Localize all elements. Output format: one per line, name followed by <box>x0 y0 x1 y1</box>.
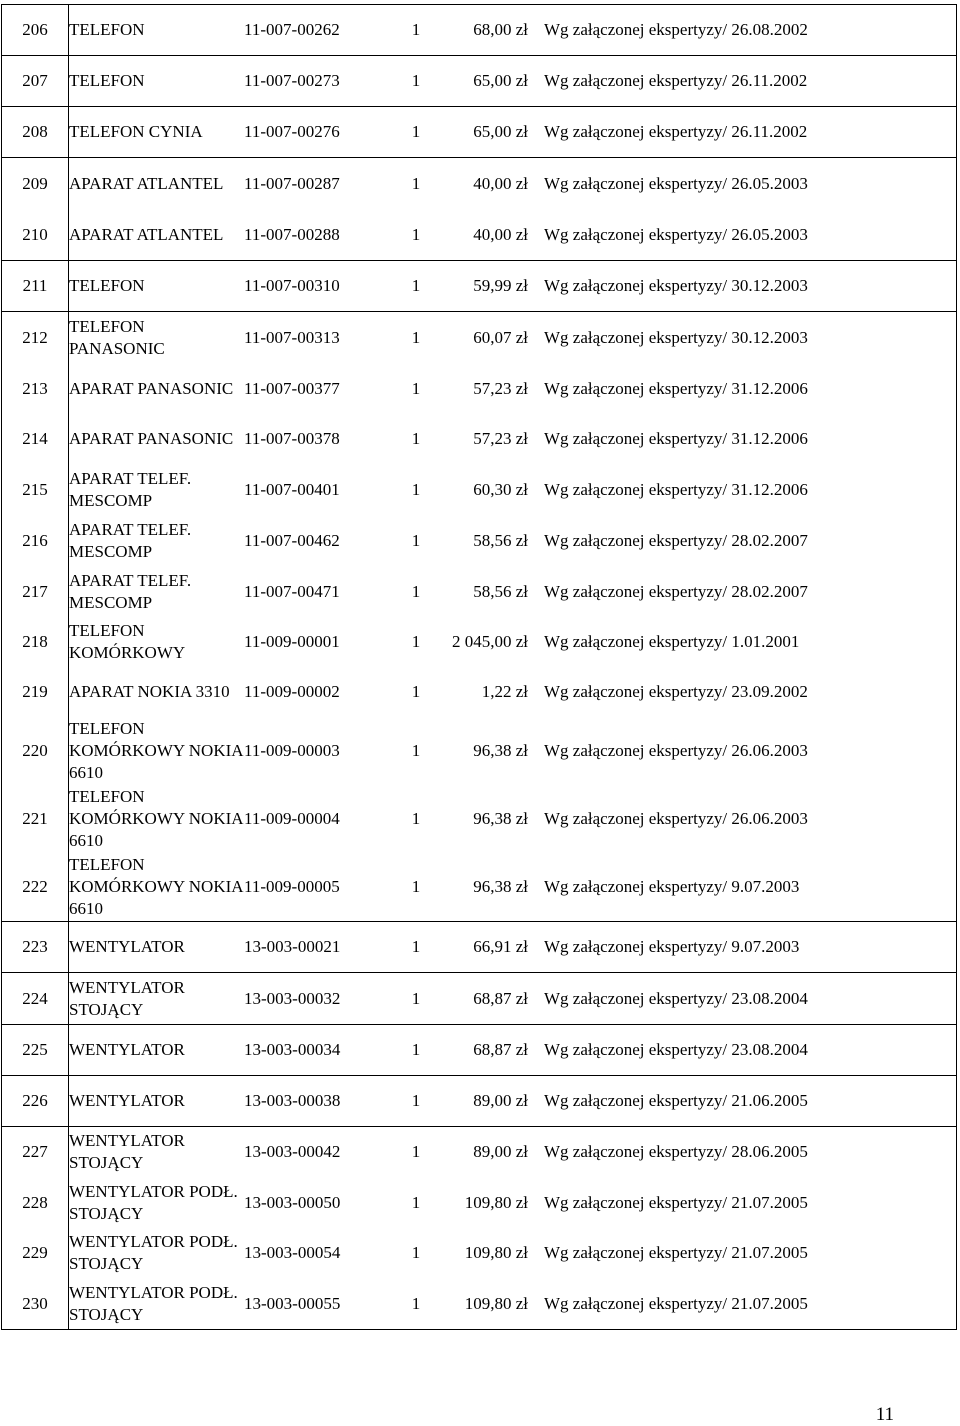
item-name: TELEFON KOMÓRKOWY NOKIA 6610 <box>69 787 243 850</box>
item-number: 210 <box>22 224 48 244</box>
inventory-code: 13-003-00032 <box>244 988 341 1008</box>
row-number-cell <box>2 56 69 107</box>
item-number: 213 <box>22 378 48 398</box>
item-number: 227 <box>22 1142 48 1161</box>
item-description: Wg załączonej ekspertyzy/ 31.12.2006 <box>544 378 808 398</box>
row-content-cell <box>69 56 957 107</box>
item-value: 59,99 zł <box>473 276 528 295</box>
item-line <box>69 785 956 853</box>
item-quantity: 1 <box>411 988 421 1008</box>
item-value: 60,07 zł <box>473 327 528 347</box>
item-number: 230 <box>22 1293 48 1313</box>
item-name: TELEFON KOMÓRKOWY <box>69 621 186 662</box>
inventory-code: 13-003-00021 <box>244 937 341 956</box>
item-quantity: 1 <box>411 173 421 193</box>
item-number: 226 <box>22 1091 48 1110</box>
inventory-code: 11-007-00471 <box>244 581 340 601</box>
item-description: Wg załączonej ekspertyzy/ 26.05.2003 <box>544 224 808 244</box>
table-row <box>2 158 957 261</box>
inventory-code: 11-007-00288 <box>244 224 340 244</box>
table-row <box>2 107 957 158</box>
item-number: 208 <box>22 122 48 141</box>
item-quantity: 1 <box>411 937 421 956</box>
row-number-cell <box>2 922 69 973</box>
item-line <box>69 922 956 972</box>
table-row <box>2 312 957 922</box>
row-content-cell <box>69 158 957 261</box>
item-description: Wg załączonej ekspertyzy/ 21.07.2005 <box>544 1293 808 1313</box>
item-description: Wg załączonej ekspertyzy/ 28.02.2007 <box>544 581 808 601</box>
item-line <box>69 1278 956 1329</box>
item-description: Wg załączonej ekspertyzy/ 23.08.2004 <box>544 1040 808 1059</box>
item-name: APARAT PANASONIC <box>69 378 234 398</box>
item-description: Wg załączonej ekspertyzy/ 31.12.2006 <box>544 479 808 499</box>
inventory-code: 13-003-00055 <box>244 1293 341 1313</box>
item-line <box>69 1177 956 1228</box>
item-quantity: 1 <box>411 809 421 828</box>
item-quantity: 1 <box>411 1192 421 1212</box>
item-quantity: 1 <box>411 20 421 39</box>
inventory-code: 13-003-00050 <box>244 1192 341 1212</box>
item-name: APARAT TELEF. MESCOMP <box>69 468 192 510</box>
item-description: Wg załączonej ekspertyzy/ 28.02.2007 <box>544 530 808 550</box>
inventory-table-body <box>2 5 957 1330</box>
item-quantity: 1 <box>411 741 421 760</box>
item-description: Wg załączonej ekspertyzy/ 21.07.2005 <box>544 1192 808 1212</box>
item-number: 207 <box>22 71 48 90</box>
inventory-code: 11-007-00401 <box>244 479 340 499</box>
inventory-code: 13-003-00054 <box>244 1243 341 1262</box>
inventory-code: 13-003-00034 <box>244 1040 341 1059</box>
item-line <box>69 107 956 157</box>
item-value: 1,22 zł <box>481 682 528 701</box>
item-value: 65,00 zł <box>473 71 528 90</box>
item-number: 206 <box>22 20 48 39</box>
inventory-code: 11-007-00462 <box>244 530 340 550</box>
table-row <box>2 5 957 56</box>
item-value: 109,80 zł <box>464 1243 528 1262</box>
inventory-code: 11-007-00276 <box>244 122 340 141</box>
item-value: 58,56 zł <box>473 530 528 550</box>
item-quantity: 1 <box>411 530 421 550</box>
row-content-cell <box>69 1025 957 1076</box>
item-description: Wg załączonej ekspertyzy/ 30.12.2003 <box>544 327 808 347</box>
row-content-cell <box>69 1076 957 1127</box>
item-number: 220 <box>22 741 48 760</box>
item-quantity: 1 <box>411 378 421 398</box>
item-line <box>69 1228 956 1278</box>
item-value: 96,38 zł <box>473 877 528 896</box>
inventory-code: 11-009-00002 <box>244 682 340 701</box>
table-row <box>2 1025 957 1076</box>
row-number-cell <box>2 973 69 1025</box>
item-quantity: 1 <box>411 1142 421 1161</box>
table-row <box>2 56 957 107</box>
item-description: Wg załączonej ekspertyzy/ 28.06.2005 <box>544 1142 808 1161</box>
item-value: 89,00 zł <box>473 1091 528 1110</box>
row-number-cell <box>2 158 69 261</box>
item-number: 225 <box>22 1040 48 1059</box>
item-name: APARAT NOKIA 3310 <box>69 682 230 701</box>
item-description: Wg załączonej ekspertyzy/ 9.07.2003 <box>544 937 800 956</box>
item-number: 218 <box>22 632 48 651</box>
item-value: 96,38 zł <box>473 809 528 828</box>
item-quantity: 1 <box>411 682 421 701</box>
item-name: TELEFON KOMÓRKOWY NOKIA 6610 <box>69 855 243 918</box>
item-line <box>69 515 956 566</box>
item-quantity: 1 <box>411 224 421 244</box>
inventory-code: 13-003-00038 <box>244 1091 341 1110</box>
item-name: WENTYLATOR PODŁ. STOJĄCY <box>69 1232 238 1273</box>
item-line <box>69 1127 956 1177</box>
row-content-cell <box>69 261 957 312</box>
item-quantity: 1 <box>411 1040 421 1059</box>
item-description: Wg załączonej ekspertyzy/ 23.08.2004 <box>544 988 808 1008</box>
item-name: APARAT ATLANTEL <box>69 173 224 193</box>
row-content-cell <box>69 5 957 56</box>
inventory-code: 11-007-00378 <box>244 429 340 448</box>
item-line <box>69 566 956 617</box>
item-line <box>69 973 956 1024</box>
item-description: Wg załączonej ekspertyzy/ 9.07.2003 <box>544 877 800 896</box>
row-number-cell <box>2 1025 69 1076</box>
item-number: 228 <box>22 1192 48 1212</box>
item-value: 2 045,00 zł <box>451 632 528 651</box>
inventory-code: 11-007-00262 <box>244 20 340 39</box>
item-line <box>69 261 956 311</box>
item-name: APARAT ATLANTEL <box>69 224 224 244</box>
item-name: WENTYLATOR STOJĄCY <box>69 1131 185 1172</box>
item-description: Wg załączonej ekspertyzy/ 21.06.2005 <box>544 1091 808 1110</box>
item-line <box>69 667 956 717</box>
item-description: Wg załączonej ekspertyzy/ 26.05.2003 <box>544 173 808 193</box>
row-content-cell <box>69 312 957 922</box>
item-name: TELEFON CYNIA <box>69 122 203 141</box>
item-number: 214 <box>22 429 48 448</box>
inventory-code: 11-007-00313 <box>244 327 340 347</box>
item-name: WENTYLATOR PODŁ. STOJĄCY <box>69 1282 238 1324</box>
item-line <box>69 853 956 921</box>
item-value: 68,87 zł <box>473 1040 528 1059</box>
item-name: APARAT TELEF. MESCOMP <box>69 519 192 561</box>
inventory-code: 11-007-00273 <box>244 71 340 90</box>
table-row <box>2 261 957 312</box>
item-description: Wg załączonej ekspertyzy/ 1.01.2001 <box>544 632 800 651</box>
item-number: 216 <box>22 530 48 550</box>
table-row <box>2 973 957 1025</box>
item-line <box>69 209 956 260</box>
item-number: 209 <box>22 173 48 193</box>
row-content-cell <box>69 973 957 1025</box>
item-name: WENTYLATOR <box>69 1040 185 1059</box>
inventory-code: 11-007-00287 <box>244 173 340 193</box>
item-value: 60,30 zł <box>473 479 528 499</box>
row-number-cell <box>2 107 69 158</box>
inventory-code: 11-007-00310 <box>244 276 340 295</box>
item-line <box>69 617 956 667</box>
row-number-cell <box>2 1127 69 1330</box>
item-quantity: 1 <box>411 581 421 601</box>
item-value: 109,80 zł <box>464 1192 528 1212</box>
item-quantity: 1 <box>411 1293 421 1313</box>
item-number: 222 <box>22 877 48 896</box>
item-description: Wg załączonej ekspertyzy/ 23.09.2002 <box>544 682 808 701</box>
inventory-code: 11-009-00001 <box>244 632 340 651</box>
item-number: 217 <box>22 581 48 601</box>
item-name: WENTYLATOR STOJĄCY <box>69 977 185 1019</box>
item-line <box>69 158 956 209</box>
item-quantity: 1 <box>411 877 421 896</box>
item-name: TELEFON <box>69 71 145 90</box>
item-value: 89,00 zł <box>473 1142 528 1161</box>
item-line <box>69 56 956 106</box>
item-name: APARAT TELEF. MESCOMP <box>69 570 192 612</box>
item-quantity: 1 <box>411 632 421 651</box>
row-number-cell <box>2 1076 69 1127</box>
item-number: 219 <box>22 682 48 701</box>
item-name: APARAT PANASONIC <box>69 429 234 448</box>
row-number-cell <box>2 312 69 922</box>
row-content-cell <box>69 922 957 973</box>
item-quantity: 1 <box>411 71 421 90</box>
item-number: 223 <box>22 937 48 956</box>
inventory-code: 11-009-00003 <box>244 741 340 760</box>
item-name: WENTYLATOR <box>69 1091 185 1110</box>
item-description: Wg załączonej ekspertyzy/ 31.12.2006 <box>544 429 808 448</box>
item-name: TELEFON KOMÓRKOWY NOKIA 6610 <box>69 719 243 782</box>
item-description: Wg załączonej ekspertyzy/ 26.06.2003 <box>544 741 808 760</box>
row-number-cell <box>2 261 69 312</box>
row-number-cell <box>2 5 69 56</box>
item-value: 40,00 zł <box>473 173 528 193</box>
item-number: 215 <box>22 479 48 499</box>
item-quantity: 1 <box>411 479 421 499</box>
item-name: WENTYLATOR PODŁ. STOJĄCY <box>69 1181 238 1223</box>
item-quantity: 1 <box>411 1091 421 1110</box>
item-name: TELEFON <box>69 20 145 39</box>
item-quantity: 1 <box>411 122 421 141</box>
item-line <box>69 5 956 55</box>
item-value: 66,91 zł <box>473 937 528 956</box>
item-line <box>69 363 956 414</box>
item-quantity: 1 <box>411 1243 421 1262</box>
item-value: 58,56 zł <box>473 581 528 601</box>
item-description: Wg załączonej ekspertyzy/ 26.08.2002 <box>544 20 808 39</box>
table-row <box>2 1127 957 1330</box>
item-name: WENTYLATOR <box>69 937 185 956</box>
item-line <box>69 1025 956 1075</box>
item-description: Wg załączonej ekspertyzy/ 30.12.2003 <box>544 276 808 295</box>
item-value: 40,00 zł <box>473 224 528 244</box>
item-line <box>69 464 956 515</box>
item-quantity: 1 <box>411 429 421 448</box>
item-value: 57,23 zł <box>473 378 528 398</box>
item-number: 224 <box>22 988 48 1008</box>
item-value: 68,00 zł <box>473 20 528 39</box>
item-line <box>69 717 956 785</box>
inventory-code: 11-009-00005 <box>244 877 340 896</box>
item-line <box>69 414 956 464</box>
item-line <box>69 1076 956 1126</box>
item-name: TELEFON <box>69 276 145 295</box>
row-content-cell <box>69 1127 957 1330</box>
inventory-code: 11-007-00377 <box>244 378 340 398</box>
item-value: 65,00 zł <box>473 122 528 141</box>
item-description: Wg załączonej ekspertyzy/ 21.07.2005 <box>544 1243 808 1262</box>
item-quantity: 1 <box>411 327 421 347</box>
item-value: 109,80 zł <box>464 1293 528 1313</box>
item-description: Wg załączonej ekspertyzy/ 26.11.2002 <box>544 122 808 141</box>
item-number: 229 <box>22 1243 48 1262</box>
table-row <box>2 922 957 973</box>
item-number: 211 <box>22 276 48 295</box>
item-quantity: 1 <box>411 276 421 295</box>
inventory-table <box>1 4 957 1330</box>
item-description: Wg załączonej ekspertyzy/ 26.11.2002 <box>544 71 808 90</box>
item-number: 221 <box>22 809 48 828</box>
item-value: 68,87 zł <box>473 988 528 1008</box>
inventory-code: 11-009-00004 <box>244 809 340 828</box>
item-line <box>69 312 956 363</box>
table-row <box>2 1076 957 1127</box>
item-number: 212 <box>22 327 48 347</box>
item-name: TELEFON PANASONIC <box>69 316 165 358</box>
inventory-code: 13-003-00042 <box>244 1142 341 1161</box>
item-description: Wg załączonej ekspertyzy/ 26.06.2003 <box>544 809 808 828</box>
item-value: 57,23 zł <box>473 429 528 448</box>
item-value: 96,38 zł <box>473 741 528 760</box>
row-content-cell <box>69 107 957 158</box>
page-number: 11 <box>875 1404 894 1425</box>
